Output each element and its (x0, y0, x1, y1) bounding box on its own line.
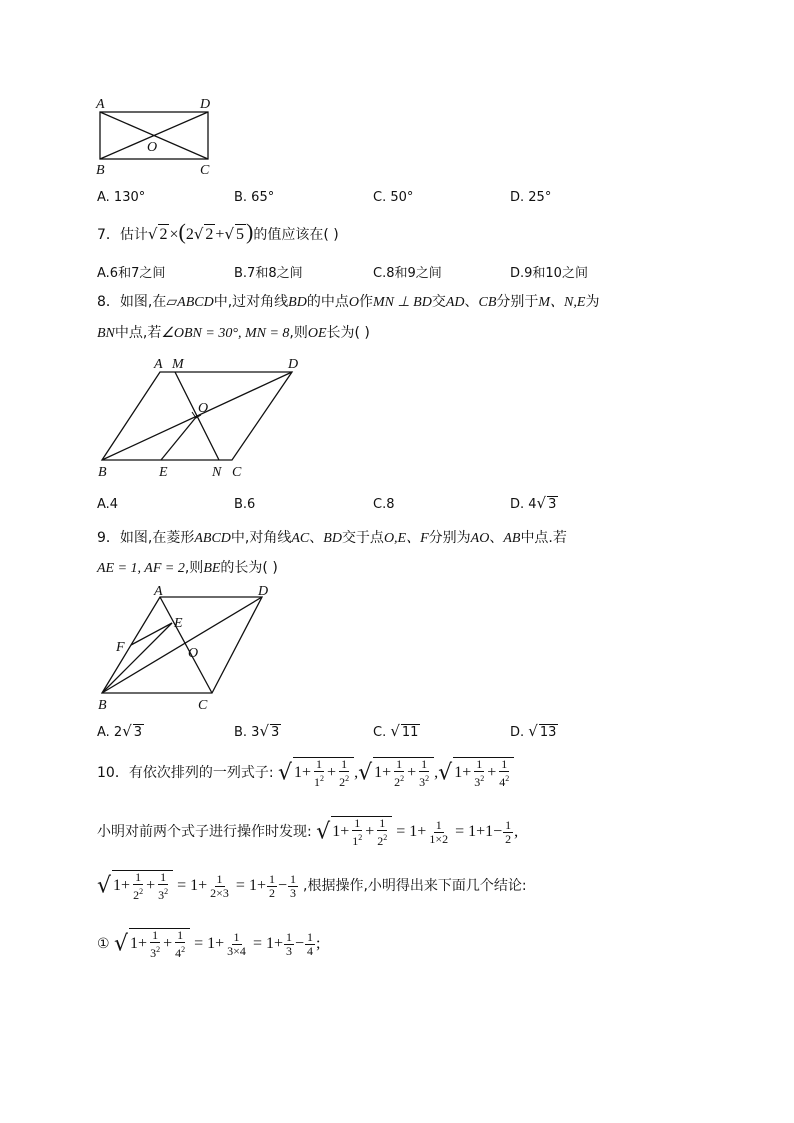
q9-option-b-radicand: 3 (271, 725, 280, 740)
q9-var: BE (203, 561, 221, 576)
q9-text: 、 (309, 530, 324, 546)
q8-label-B: B (98, 465, 107, 480)
q9-figure (92, 585, 282, 715)
q7-stem (97, 219, 339, 245)
q9-option-d-label: D. (510, 725, 529, 740)
q8-label-D: D (288, 357, 299, 372)
q9-label-E: E (174, 616, 183, 631)
q8-figure (92, 352, 312, 482)
q8-text: 分别于 (496, 294, 539, 310)
q9-var: AC (291, 531, 310, 546)
q9-text: 的长为( ) (220, 560, 278, 576)
q6-option-a[interactable]: A. 130° (97, 190, 146, 205)
q7-option-b[interactable]: B.7和8之间 (234, 266, 303, 281)
q9-stem-line2 (97, 558, 278, 579)
q6-option-d[interactable]: D. 25° (510, 190, 552, 205)
q8-stem-line2 (97, 323, 370, 344)
q10-line3-text: ,根据操作,小明得出来下面几个结论: (303, 878, 527, 894)
q9-var: ABCD (194, 531, 231, 546)
q8-option-a[interactable]: A.4 (97, 497, 119, 512)
q10-intro: 10．有依次排列的一列式子: (97, 765, 274, 781)
q9-stem-line1 (97, 528, 567, 549)
q8-var: CB (478, 295, 497, 310)
q9-label-A: A (154, 585, 163, 599)
q6-label-O: O (147, 140, 158, 155)
q8-var: AD (445, 295, 465, 310)
q8-text: ,则 (289, 325, 308, 341)
q8-text: 作 (358, 294, 373, 310)
q6-option-b[interactable]: B. 65° (234, 190, 275, 205)
q8-text: 8．如图,在 (97, 294, 167, 310)
q7-expression: √ 2 ×(2√ 2 +√ 5) (147, 219, 254, 244)
q7-option-a[interactable]: A.6和7之间 (97, 266, 166, 281)
q10-line2-text: 小明对前两个式子进行操作时发现: (97, 824, 312, 840)
q6-label-D: D (200, 97, 211, 112)
q9-option-c-label: C. (373, 725, 391, 740)
circled-one-marker: ① (97, 936, 110, 952)
q8-var: O (348, 295, 359, 310)
q8-var: ∠OBN = 30°, MN = 8 (161, 326, 290, 341)
q10-line3 (97, 870, 527, 902)
q9-var: BD (323, 531, 342, 546)
q8-text: 交 (431, 294, 446, 310)
q8-option-d[interactable]: D. 4√ 3 (510, 494, 557, 512)
q9-text: ,则 (184, 560, 204, 576)
q7-option-c[interactable]: C.8和9之间 (373, 266, 442, 281)
q8-label-E: E (159, 465, 168, 480)
q9-text: 交于点 (341, 530, 384, 546)
q9-option-a-radicand: 3 (133, 725, 143, 740)
q8-text: 长为( ) (326, 325, 370, 341)
q8-var: OE (307, 326, 327, 341)
q8-var: M、N,E (538, 295, 586, 310)
q10-line2 (97, 816, 518, 848)
q9-option-a[interactable]: A. 2√ 3 (97, 722, 143, 740)
q8-option-b[interactable]: B.6 (234, 497, 256, 512)
q10-intro-line (97, 757, 514, 789)
q10-sequence: √ 1+ $\frac{1}{1^2}$ + $\frac{1}{2^2}$ ,√ 1+ $\frac{1}{2^2}$ + $\frac{1}{3^2}$ ,√ 1+ $\frac{1}{3^2}$ + $\frac{1}{4^2}$ (278, 764, 514, 781)
q9-text: 、 (489, 530, 504, 546)
q9-text: 分别为 (428, 530, 471, 546)
q9-var: O,E、F (383, 531, 429, 546)
q9-option-b[interactable]: B. 3√ 3 (234, 722, 280, 740)
q9-var: AB (503, 531, 521, 546)
q8-text: 为 (585, 294, 600, 310)
q9-option-b-label: B. 3 (234, 725, 260, 740)
q6-figure (90, 92, 220, 182)
q6-label-A: A (96, 97, 105, 112)
q9-label-F: F (116, 640, 125, 655)
q9-label-B: B (98, 698, 107, 713)
q8-var: ABCD (177, 295, 214, 310)
q10-equation-3: √ 1+ $\frac{1}{3^2}$ + $\frac{1}{4^2}$ = 1+ $\frac{1}{3\times 4}$ = 1+ $\frac{1}{3}$ − $\frac{1}{4}$ ; (114, 928, 321, 960)
q9-option-c[interactable]: C. √ 11 (373, 722, 419, 740)
q8-option-c[interactable]: C.8 (373, 497, 395, 512)
q8-var: BD (288, 295, 307, 310)
q9-option-d-radicand: 13 (539, 725, 557, 740)
q9-label-O: O (188, 646, 199, 661)
q9-var: AO (470, 531, 490, 546)
q10-equation-1: √ 1+ $\frac{1}{1^2}$ + $\frac{1}{2^2}$ = 1+ $\frac{1}{1\times 2}$ = 1+1− $\frac{1}{2}$ , (316, 816, 519, 848)
q9-option-c-radicand: 11 (401, 725, 419, 740)
q6-label-B: B (96, 163, 105, 178)
q8-stem-line1 (97, 292, 599, 313)
q10-conclusion-1 (97, 928, 320, 960)
q9-var: AE = 1, AF = 2 (97, 561, 185, 576)
q8-text: 的中点 (306, 294, 349, 310)
q9-option-a-label: A. 2 (97, 725, 123, 740)
q8-label-M: M (172, 357, 184, 372)
q8-label-O: O (198, 401, 209, 416)
q9-label-D: D (258, 585, 269, 599)
q9-text: 中点.若 (520, 530, 567, 546)
parallelogram-icon: ▱ (166, 294, 178, 310)
q10-equation-2: √ 1+ $\frac{1}{2^2}$ + $\frac{1}{3^2}$ = 1+ $\frac{1}{2\times 3}$ = 1+ $\frac{1}{2}$ − $\frac{1}{3}$ (97, 870, 296, 902)
q6-option-c[interactable]: C. 50° (373, 190, 414, 205)
q9-label-C: C (198, 698, 208, 713)
q8-label-N: N (212, 465, 222, 480)
q8-text: 、 (464, 294, 479, 310)
q8-label-A: A (154, 357, 163, 372)
q9-text: 中,对角线 (230, 530, 292, 546)
q7-option-d[interactable]: D.9和10之间 (510, 266, 588, 281)
q8-label-C: C (232, 465, 242, 480)
q8-var: MN ⊥ BD (372, 295, 432, 310)
q7-suffix: 的值应该在( ) (253, 227, 339, 243)
q8-option-d-label: D. 4 (510, 497, 537, 512)
q9-text: 9．如图,在菱形 (97, 530, 195, 546)
q7-prefix: 7．估计 (97, 227, 148, 243)
q8-option-d-radicand: 3 (548, 497, 557, 512)
q9-option-d[interactable]: D. √ 13 (510, 722, 557, 740)
q8-var: BN (97, 326, 115, 341)
q8-text: 中点,若 (114, 325, 162, 341)
q8-text: 中,过对角线 (213, 294, 289, 310)
q6-label-C: C (200, 163, 210, 178)
